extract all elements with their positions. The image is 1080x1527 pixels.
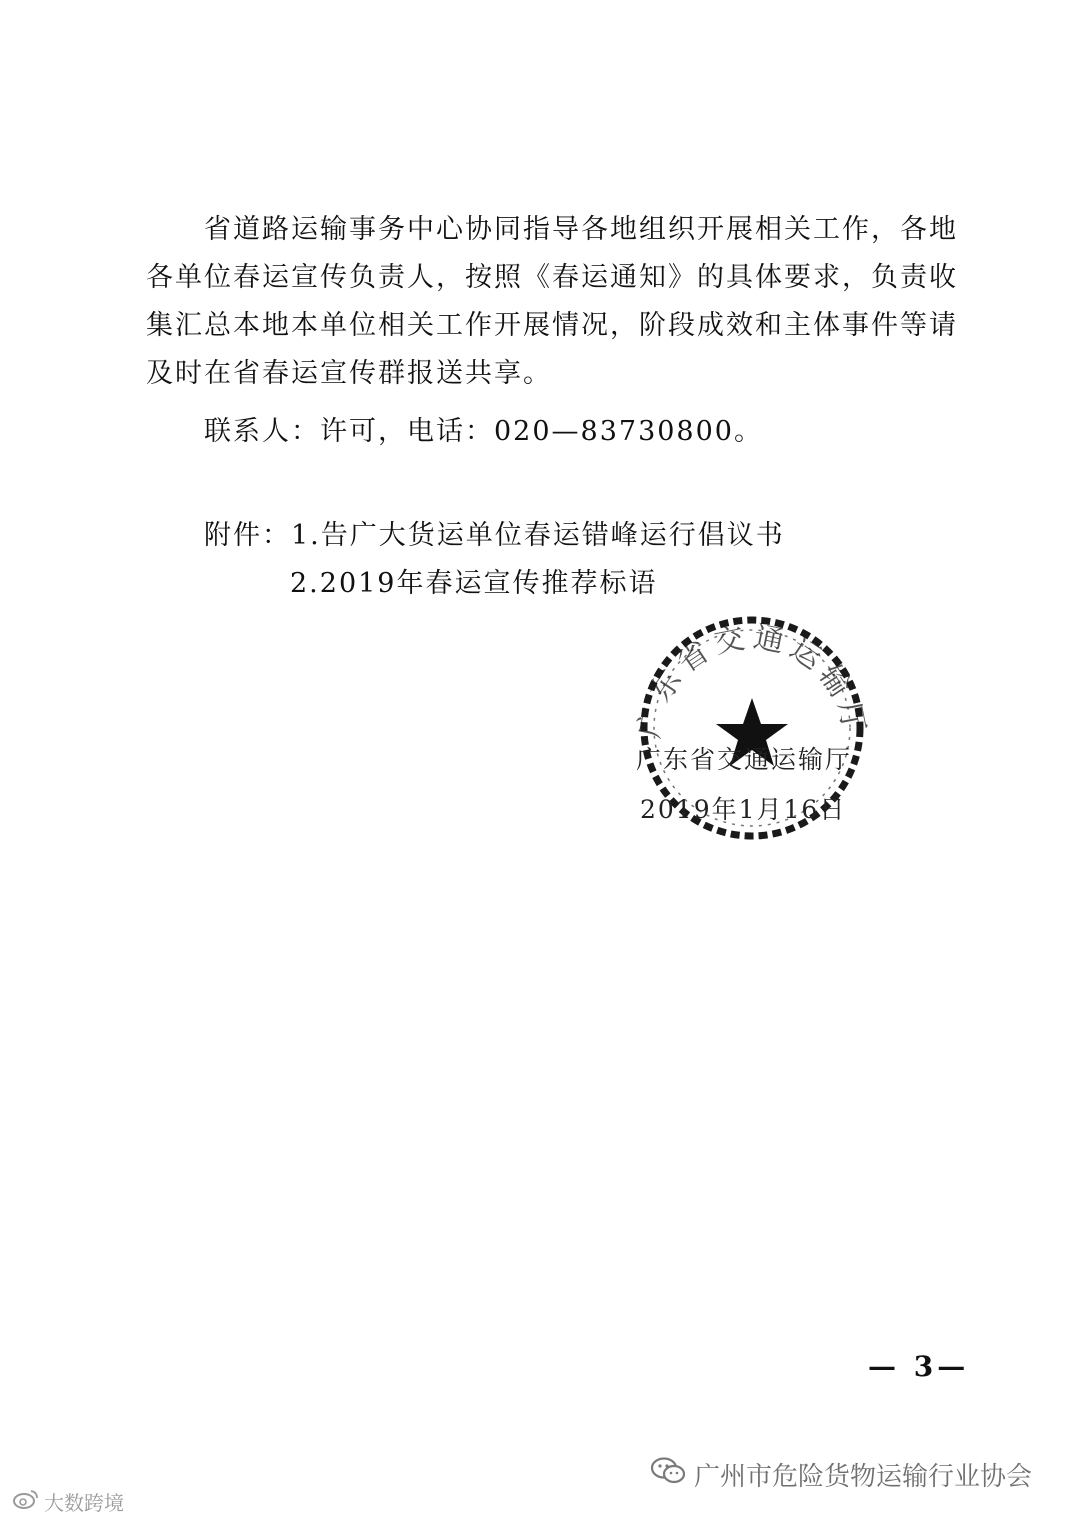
page-number: — 3— xyxy=(868,1350,970,1383)
paragraph-line: 各单位春运宣传负责人，按照《春运通知》的具体要求，负责收 xyxy=(146,262,958,293)
paragraph-line: 集汇总本地本单位相关工作开展情况，阶段成效和主体事件等请 xyxy=(146,310,958,341)
signing-organization: 广东省交通运输厅 xyxy=(636,745,853,774)
paragraph-line: 省道路运输事务中心协同指导各地组织开展相关工作，各地 xyxy=(204,214,958,245)
seal-arc-text: 广东省交通运输厅 xyxy=(631,619,873,742)
attachment-item-2: 2.2019年春运宣传推荐标语 xyxy=(290,568,658,599)
weibo-icon xyxy=(12,1488,40,1515)
paragraph-line: 及时在省春运宣传群报送共享。 xyxy=(146,358,552,389)
body-paragraph xyxy=(146,206,956,398)
watermark-brand xyxy=(12,1487,124,1516)
wechat-icon xyxy=(650,1456,686,1493)
signing-date: 2019年1月16日 xyxy=(640,795,847,824)
watermark-brand-name: 大数跨境 xyxy=(44,1491,124,1515)
watermark-account-name: 广州市危险货物运输行业协会 xyxy=(694,1462,1033,1492)
watermark-account xyxy=(650,1456,1032,1493)
contact-line: 联系人：许可，电话：020—83730800。 xyxy=(204,416,763,447)
attachment-item-1: 附件：1.告广大货运单位春运错峰运行倡议书 xyxy=(204,520,785,551)
